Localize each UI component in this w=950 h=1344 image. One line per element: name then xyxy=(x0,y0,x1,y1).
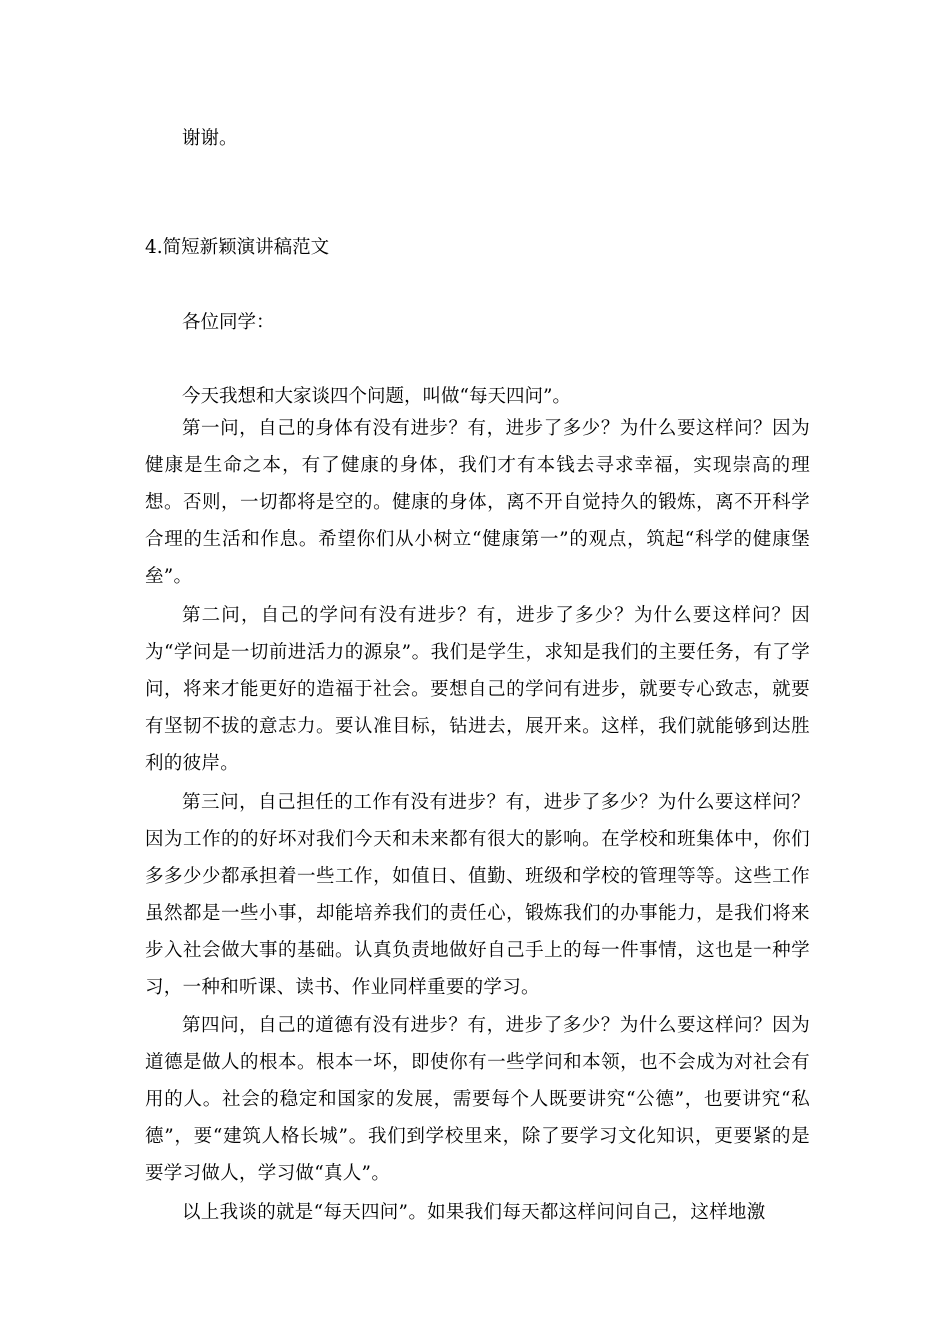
section-title: 4.简短新颖演讲稿范文 xyxy=(145,237,330,258)
salutation: 各位同学： xyxy=(182,312,275,333)
paragraph-third-question: 第三问，自己担任的工作有没有进步？有，进步了多少？为什么要这样问？因为工作的的好坏对我们今天和未来都有很大的影响。在学校和班集体中，你们多多少少都承担着一些工作，如值日、值勤、班级和学校的管理等等。这些工作虽然都是一些小事，却能培养我们的责任心，锻炼我们的办事能力，是我们将来步入社会做大事的基础。认真负责地做好自己手上的每一件事情，这也是一种学习，一种和听课、读书、作业同样重要的学习。 xyxy=(145,792,810,998)
paragraph-summary: 以上我谈的就是“每天四问”。如果我们每天都这样问问自己，这样地激 xyxy=(182,1202,766,1223)
paragraph-fourth-question: 第四问，自己的道德有没有进步？有，进步了多少？为什么要这样问？因为道德是做人的根本。根本一坏，即使你有一些学问和本领，也不会成为对社会有用的人。社会的稳定和国家的发展，需要每个人既要讲究“公德”，也要讲究“私德”，要“建筑人格长城”。我们到学校里来，除了要学习文化知识，更要紧的是要学习做人，学习做“真人”。 xyxy=(145,1015,810,1184)
closing-text: 谢谢。 xyxy=(182,128,238,149)
paragraph-second-question: 第二问，自己的学问有没有进步？有，进步了多少？为什么要这样问？因为“学问是一切前进活力的源泉”。我们是学生，求知是我们的主要任务，有了学问，将来才能更好的造福于社会。要想自己的学问有进步，就要专心致志，就要有坚韧不拔的意志力。要认准目标，钻进去，展开来。这样，我们就能够到达胜利的彼岸。 xyxy=(145,605,810,774)
paragraph-first-question: 第一问，自己的身体有没有进步？有，进步了多少？为什么要这样问？因为健康是生命之本，有了健康的身体，我们才有本钱去寻求幸福，实现崇高的理想。否则，一切都将是空的。健康的身体，离不开自觉持久的锻炼，离不开科学合理的生活和作息。希望你们从小树立“健康第一”的观点，筑起“科学的健康堡垒”。 xyxy=(145,418,810,587)
intro-paragraph: 今天我想和大家谈四个问题，叫做“每天四问”。 xyxy=(182,386,571,407)
